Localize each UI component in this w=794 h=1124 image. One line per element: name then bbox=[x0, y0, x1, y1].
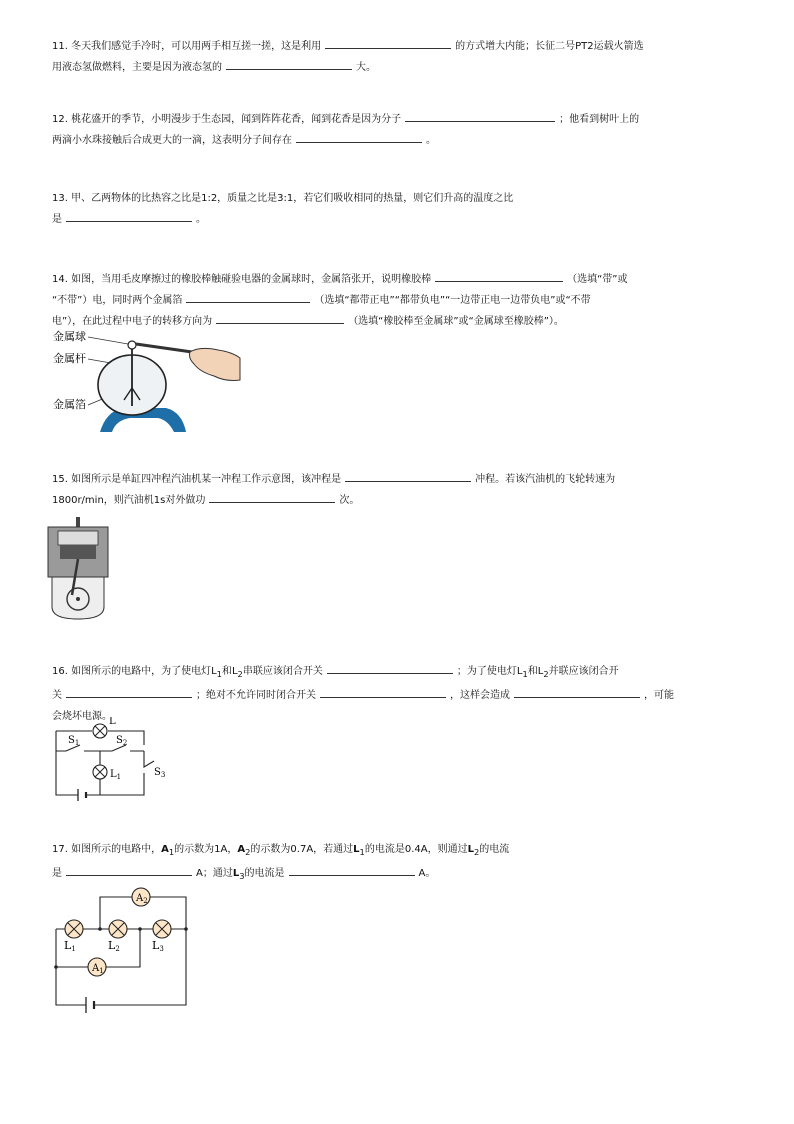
junction-dot bbox=[54, 965, 58, 969]
q16-text: 和L bbox=[221, 666, 238, 677]
q16-text: 和L bbox=[527, 666, 544, 677]
answer-blank[interactable] bbox=[226, 57, 352, 70]
q17-text: A；通过 bbox=[196, 868, 233, 879]
q16-text: ，可能 bbox=[644, 690, 674, 701]
metal-ball-label: 金属球 bbox=[53, 330, 86, 343]
q16-text: ，这样会造成 bbox=[450, 690, 510, 701]
q17-text: 是 bbox=[52, 868, 62, 879]
lamp-l2-icon bbox=[109, 920, 127, 938]
q17-text: 17. 如图所示的电路中， bbox=[52, 844, 162, 855]
hand-image bbox=[190, 348, 241, 380]
q15-text: 1800r/min，则汽油机1s对外做功 bbox=[52, 495, 206, 506]
q15-text: 15. 如图所示是单缸四冲程汽油机某一冲程工作示意图，该冲程是 bbox=[52, 474, 342, 485]
q11-line1 bbox=[52, 36, 742, 57]
q14-text: 电”），在此过程中电子的转移方向为 bbox=[52, 316, 213, 327]
q11-text: 大。 bbox=[356, 62, 376, 73]
answer-blank[interactable] bbox=[405, 109, 555, 122]
q17-text: 的示数为1A， bbox=[174, 844, 238, 855]
q14-text: （选填“带”或 bbox=[567, 274, 628, 285]
q17-line2 bbox=[52, 863, 742, 887]
metal-rod-label: 金属杆 bbox=[53, 352, 86, 365]
q14-text: （选填“橡胶棒至金属球”或“金属球至橡胶棒”）。 bbox=[348, 316, 564, 327]
q16-text: ；为了使电灯L bbox=[456, 666, 523, 677]
q14-line2 bbox=[52, 290, 742, 311]
answer-blank[interactable] bbox=[66, 863, 192, 876]
crank-center bbox=[76, 597, 80, 601]
label-l3: L3 bbox=[152, 939, 164, 953]
q13-line2 bbox=[52, 209, 742, 230]
q11-text: 11. 冬天我们感觉手冷时，可以用两手相互搓一搓，这是利用 bbox=[52, 41, 322, 52]
q12-text: ；他看到树叶上的 bbox=[559, 114, 640, 125]
answer-blank[interactable] bbox=[325, 36, 451, 49]
lamp-l3-text: L bbox=[232, 868, 240, 879]
label-l2: L2 bbox=[108, 939, 120, 953]
q11-line2 bbox=[52, 57, 742, 78]
combustion-chamber bbox=[58, 531, 98, 545]
q13-line1: 13. 甲、乙两物体的比热容之比是1:2，质量之比是3:1，若它们吸收相同的热量，则它们升高的温度之比 bbox=[52, 193, 514, 204]
question-12 bbox=[52, 109, 742, 151]
q16-text: 关 bbox=[52, 690, 62, 701]
question-15 bbox=[52, 469, 742, 511]
label-s3: $S_3$ bbox=[154, 767, 166, 779]
q16-line3: 会烧坏电源。 bbox=[52, 711, 112, 722]
junction-dot bbox=[98, 927, 102, 931]
piston bbox=[60, 545, 96, 559]
answer-blank[interactable] bbox=[327, 661, 453, 674]
lamp-l-icon bbox=[93, 724, 107, 738]
lamp-l1-text: L bbox=[353, 844, 360, 855]
question-13 bbox=[52, 188, 742, 230]
q16-text: 16. 如图所示的电路中，为了使电灯L bbox=[52, 666, 217, 677]
q14-text: （选填“都带正电”“都带负电”“一边带正电一边带负电”或“不带 bbox=[314, 295, 591, 306]
answer-blank[interactable] bbox=[209, 490, 335, 503]
ammeter-a1-text: A bbox=[161, 844, 169, 855]
leader-line bbox=[88, 337, 128, 344]
q17-text: 的电流是 bbox=[244, 868, 285, 879]
answer-blank[interactable] bbox=[66, 209, 192, 222]
answer-blank[interactable] bbox=[186, 290, 310, 303]
ammeter-a2-text: A bbox=[237, 844, 246, 855]
lamp-l1-icon bbox=[93, 765, 107, 779]
q15-text: 冲程。若该汽油机的飞轮转速为 bbox=[475, 474, 616, 485]
q16-line2 bbox=[52, 685, 742, 706]
q12-line1 bbox=[52, 109, 742, 130]
q13-text: 。 bbox=[196, 214, 206, 225]
q14-text: 14. 如图，当用毛皮摩擦过的橡胶棒触碰验电器的金属球时，金属箔张开，说明橡胶棒 bbox=[52, 274, 432, 285]
subscript: 1 bbox=[359, 847, 365, 857]
question-14 bbox=[52, 269, 742, 332]
answer-blank[interactable] bbox=[514, 685, 640, 698]
q13-text: 是 bbox=[52, 214, 62, 225]
answer-blank[interactable] bbox=[216, 311, 344, 324]
label-a1: $A_1$ bbox=[92, 963, 104, 975]
q16-line1 bbox=[52, 661, 742, 685]
q16-text: ；绝对不允许同时闭合开关 bbox=[196, 690, 316, 701]
answer-blank[interactable] bbox=[435, 269, 563, 282]
lamp-l3-icon bbox=[153, 920, 171, 938]
junction-dot bbox=[184, 927, 188, 931]
q17-text: 的电流 bbox=[479, 844, 510, 855]
electroscope-figure bbox=[50, 328, 250, 432]
subscript: 1 bbox=[216, 669, 222, 679]
q16-text: 串联应该闭合开关 bbox=[242, 666, 323, 677]
answer-blank[interactable] bbox=[296, 130, 422, 143]
subscript: 1 bbox=[522, 669, 528, 679]
circuit-figure-17 bbox=[52, 885, 192, 1013]
q11-text: 用液态氢做燃料，主要是因为液态氢的 bbox=[52, 62, 222, 73]
subscript: 3 bbox=[239, 871, 245, 881]
q12-text: 。 bbox=[426, 135, 436, 146]
label-l: L bbox=[109, 717, 116, 727]
label-l1: L1 bbox=[64, 939, 76, 953]
label-l1: $L_1$ bbox=[110, 769, 122, 781]
q17-line1 bbox=[52, 839, 742, 863]
q12-line2 bbox=[52, 130, 742, 151]
q15-text: 次。 bbox=[339, 495, 360, 506]
subscript: 2 bbox=[473, 847, 480, 857]
junction-dot bbox=[138, 927, 142, 931]
label-a2: $A_2$ bbox=[136, 893, 148, 905]
q17-text: 的示数为0.7A，若通过 bbox=[250, 844, 354, 855]
lamp-l1-icon bbox=[65, 920, 83, 938]
label-s2: $S_2$ bbox=[116, 735, 128, 747]
subscript: 2 bbox=[237, 669, 243, 679]
subscript: 1 bbox=[168, 847, 175, 857]
q15-line2 bbox=[52, 490, 742, 511]
q12-text: 两滴小水珠接触后合成更大的一滴，这表明分子间存在 bbox=[52, 135, 292, 146]
subscript: 2 bbox=[543, 669, 549, 679]
q17-text: A。 bbox=[418, 868, 436, 879]
q17-text: 的电流是0.4A，则通过 bbox=[364, 844, 468, 855]
label-s1: $S_1$ bbox=[68, 735, 80, 747]
q11-text: 的方式增大内能；长征二号PT2运载火箭选 bbox=[455, 41, 644, 52]
q16-text: 并联应该闭合开 bbox=[548, 666, 619, 677]
wire bbox=[144, 751, 154, 767]
subscript: 2 bbox=[245, 847, 251, 857]
question-11 bbox=[52, 36, 742, 78]
answer-blank[interactable] bbox=[66, 685, 192, 698]
metal-ball bbox=[128, 341, 136, 349]
metal-foil-label: 金属箔 bbox=[53, 398, 86, 411]
engine-figure bbox=[46, 515, 116, 621]
q12-text: 12. 桃花盛开的季节，小明漫步于生态园，闻到阵阵花香，闻到花香是因为分子 bbox=[52, 114, 402, 125]
question-17 bbox=[52, 839, 742, 887]
answer-blank[interactable] bbox=[345, 469, 471, 482]
circuit-figure-16 bbox=[52, 717, 172, 801]
q15-line1 bbox=[52, 469, 742, 490]
q14-line1 bbox=[52, 269, 742, 290]
lamp-l2-text: L bbox=[467, 844, 474, 855]
q14-text: “不带”）电，同时两个金属箔 bbox=[52, 295, 183, 306]
answer-blank[interactable] bbox=[289, 863, 415, 876]
answer-blank[interactable] bbox=[320, 685, 446, 698]
